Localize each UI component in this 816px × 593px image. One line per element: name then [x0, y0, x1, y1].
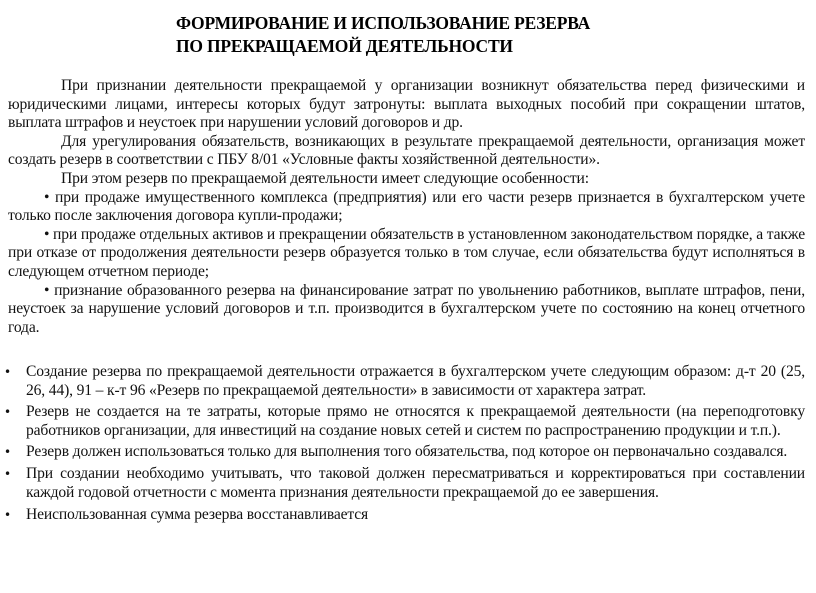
list-item — [4, 465, 805, 502]
bullet-list — [4, 363, 805, 528]
title-line-1: ФОРМИРОВАНИЕ И ИСПОЛЬЗОВАНИЕ РЕЗЕРВА — [176, 13, 591, 33]
feature-item: • при продаже имущественного комплекса (предприятия) или его части резерв признается в бухгалтерском учете только после заключения договора купли-продажи; — [8, 188, 805, 225]
paragraph-reserve-creation: Для урегулирования обязательств, возникающих в результате прекращаемой деятельности, организация может создать резерв в соответствии с ПБУ 8/01 «Условные факты хозяйственной деятельности». — [8, 132, 805, 169]
list-item-text: При создании необходимо учитывать, что таковой должен пересматриваться и корректироваться при составлении каждой годовой отчетности с момента признания деятельности прекращаемой до ее завершения. — [26, 465, 805, 501]
feature-item: • при продаже отдельных активов и прекращении обязательств в установленном законодательством порядке, а также при отказе от продолжения деятельности резерв образуется только в том случае, если обязательства будут исполняться в следующем отчетном периоде; — [8, 225, 805, 280]
main-text — [8, 77, 805, 337]
list-item-text: Резерв должен использоваться только для выполнения того обязательства, под которое он первоначально создавался. — [26, 443, 788, 461]
list-item — [4, 363, 805, 400]
paragraph-obligations: При признании деятельности прекращаемой у организации возникнут обязательства перед физическими и юридическими лицами, интересы которых будут затронуты: выплата выходных пособий при сокращении штатов, выплата штрафов и неустоек при нарушении условий договоров и др. — [8, 77, 805, 132]
list-item — [4, 403, 805, 440]
bullet-icon: • — [4, 467, 11, 482]
paragraph-features-intro: При этом резерв по прекращаемой деятельности имеет следующие особенности: — [61, 169, 589, 187]
list-item-text: Неиспользованная сумма резерва восстанавливается — [26, 505, 369, 523]
list-item — [4, 443, 805, 462]
bullet-icon: • — [4, 405, 11, 420]
list-item — [4, 506, 805, 525]
title-line-2: ПО ПРЕКРАЩАЕМОЙ ДЕЯТЕЛЬНОСТИ — [176, 36, 513, 56]
bullet-icon: • — [4, 445, 11, 460]
list-item-text: Резерв не создается на те затраты, которые прямо не относятся к прекращаемой деятельности (на переподготовку работников организации, для инвестиций на создание новых сетей и систем по распространению продукции и т.п.). — [26, 403, 805, 439]
bullet-icon: • — [4, 507, 11, 522]
bullet-icon: • — [4, 365, 11, 379]
feature-item: • признание образованного резерва на финансирование затрат по увольнению работников, выплате штрафов, пени, неустоек за нарушение условий договоров и т.п. производится в бухгалтерском учете по состоянию на конец отчетного года. — [8, 281, 805, 336]
page-title — [176, 12, 590, 58]
list-item-text: Создание резерва по прекращаемой деятельности отражается в бухгалтерском учете следующим образом: д-т 20 (25, 26, 44), 91 – к-т 96 «Резерв по прекращаемой деятельности» в зависимости от характера затрат. — [26, 363, 805, 399]
